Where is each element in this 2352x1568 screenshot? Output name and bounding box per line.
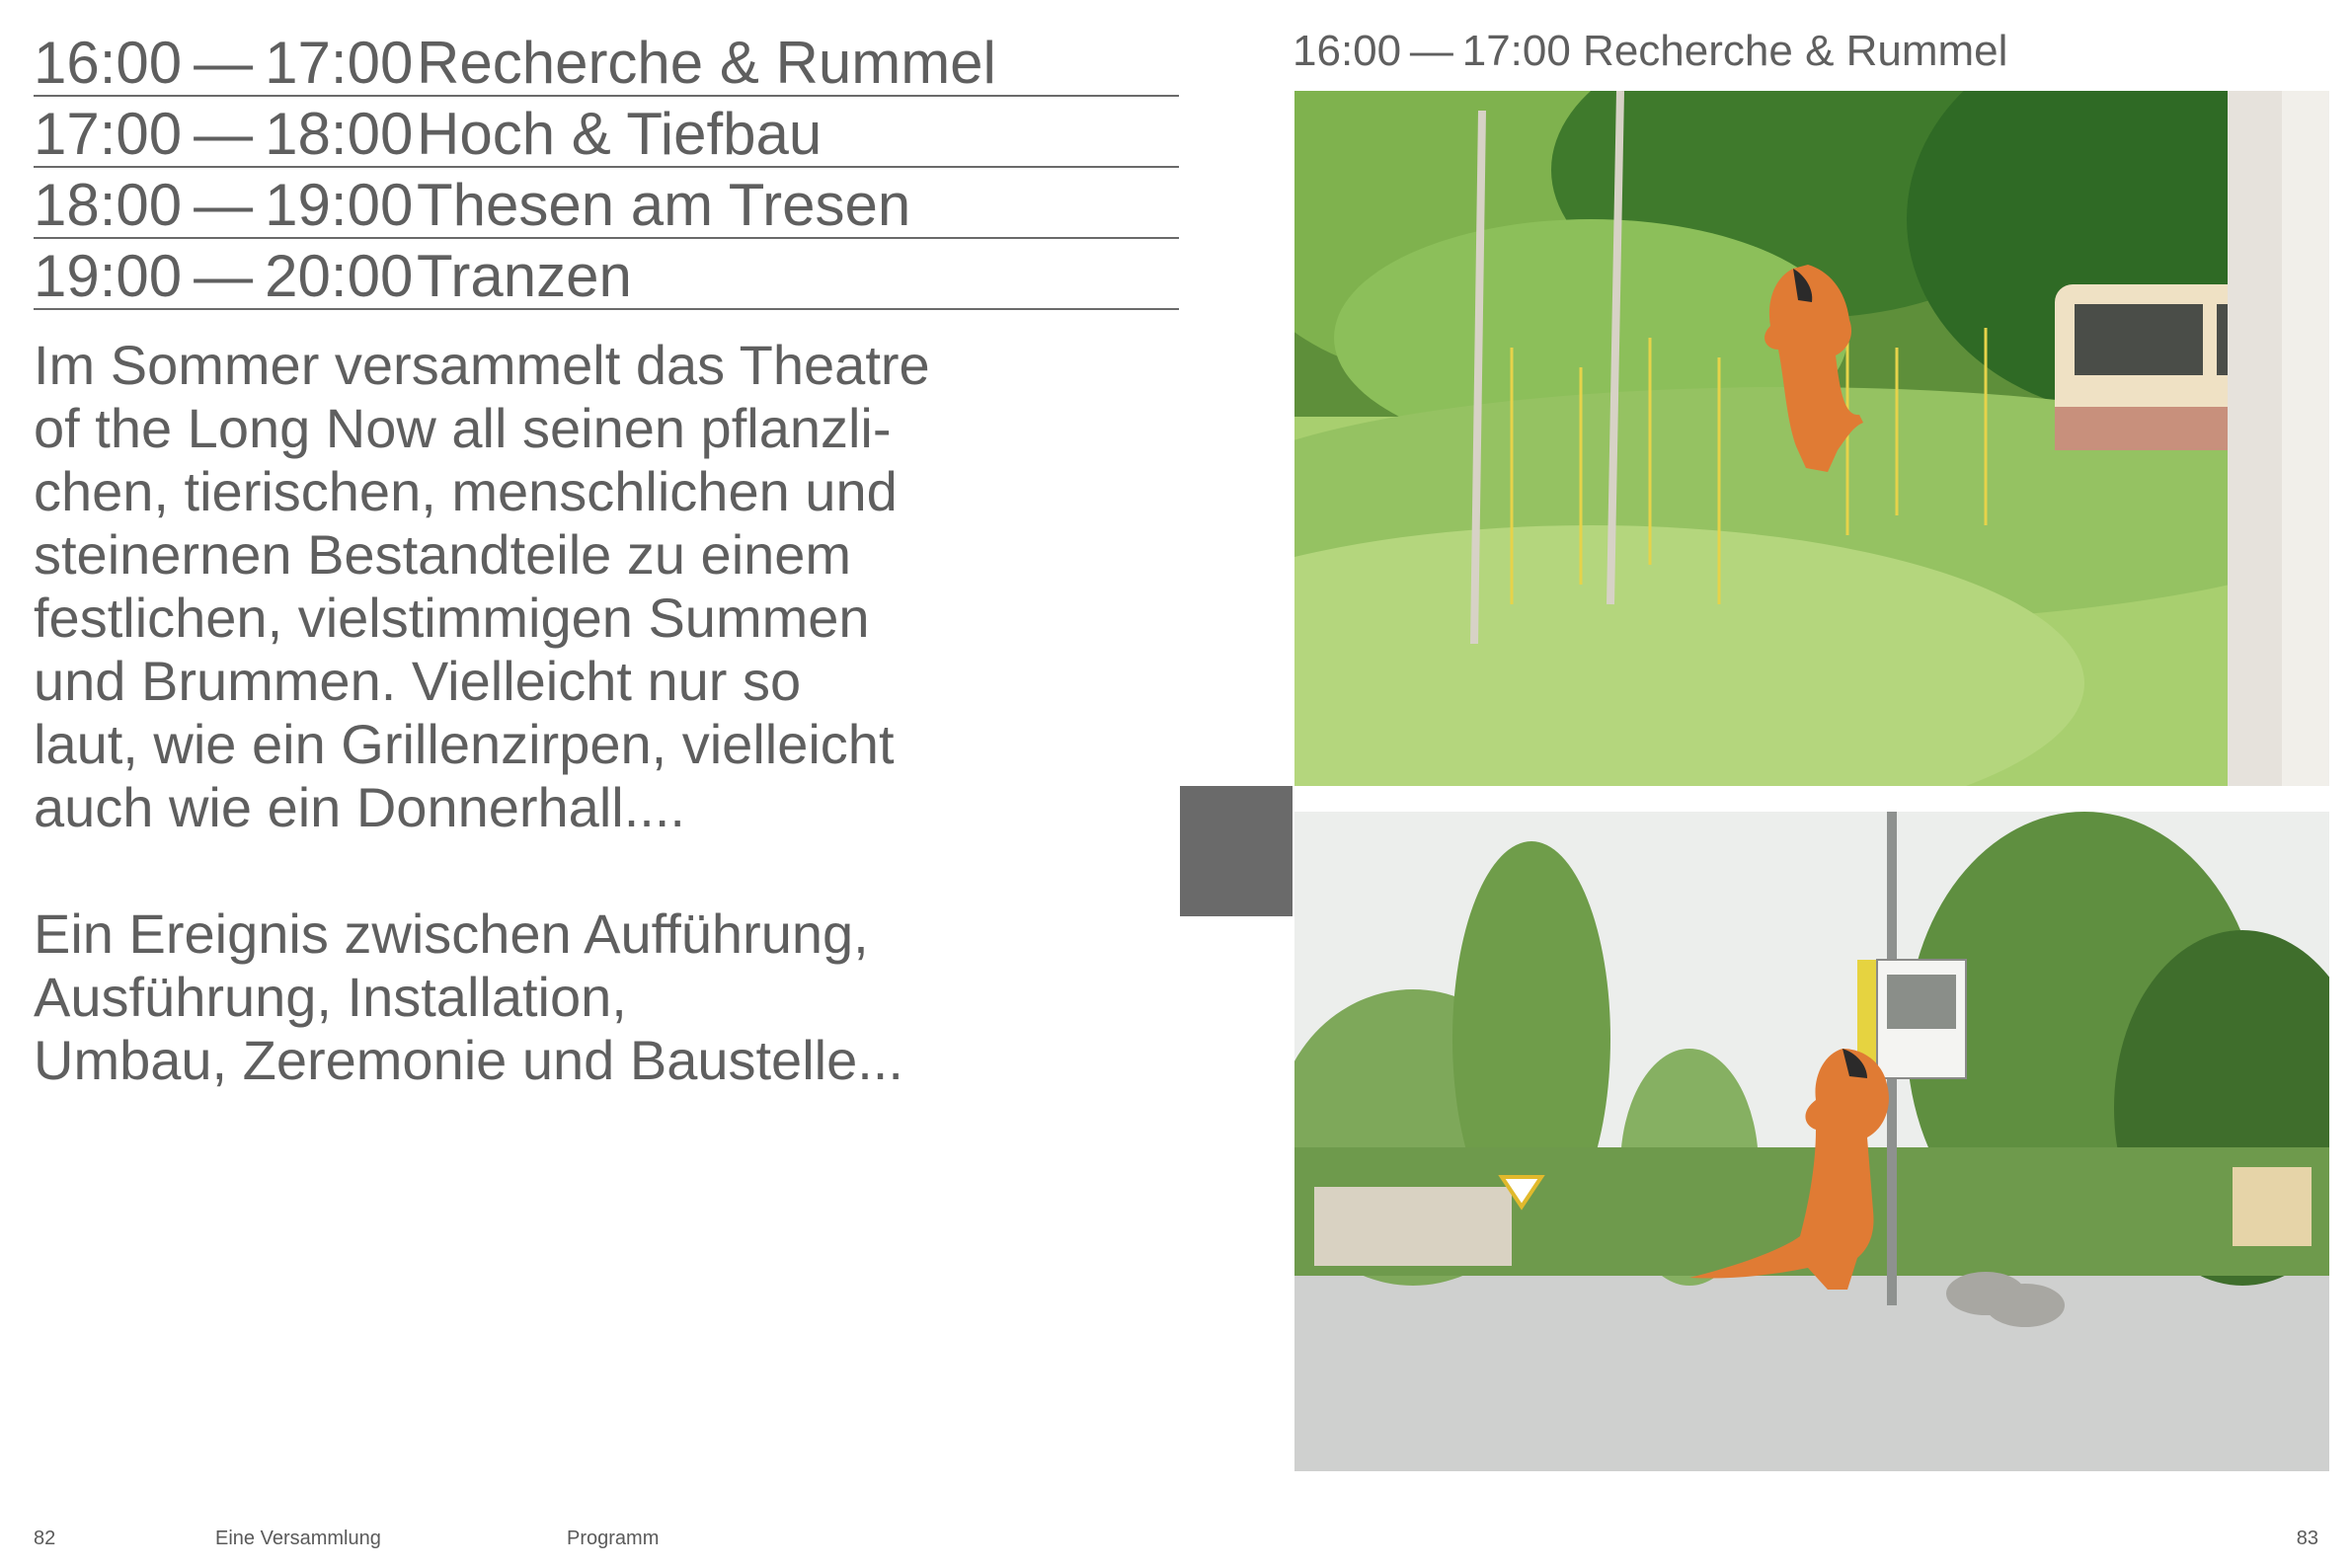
schedule-time: 17:00 — 18:00 (34, 101, 414, 167)
schedule-row (34, 168, 1179, 239)
photo-caption: 16:00 — 17:00 Recherche & Rummel (1293, 27, 2008, 75)
footer-right-page-number: 83 (2296, 1528, 2318, 1549)
schedule-time: 18:00 — 19:00 (34, 172, 414, 238)
body-paragraph-1: Im Sommer versammelt das Theatre of the Long Now all seinen pflanzli- chen, tierischen, menschlichen und steinernen Bestandteile zu einem festlichen, vielstimmigen Summen und Brummen. Vielleicht nur so laut, wie ein Grillenzirpen, vielleicht auch wie ein Donnerhall.... (34, 334, 930, 838)
photo-meadow-dinosaur (1294, 91, 2329, 786)
footer-left-page-number: 82 (34, 1528, 56, 1549)
body-text (34, 334, 1139, 1155)
gray-block (1180, 786, 1293, 916)
schedule-time: 16:00 — 17:00 (34, 30, 414, 96)
schedule-title: Tranzen (417, 243, 632, 309)
photo-street-dinosaur (1294, 812, 2329, 1471)
schedule-row (34, 26, 1179, 97)
schedule-title: Thesen am Tresen (417, 172, 911, 238)
schedule-title: Hoch & Tiefbau (417, 101, 823, 167)
footer-chapter-title: Programm (567, 1528, 660, 1549)
schedule-row (34, 239, 1179, 310)
schedule-row (34, 97, 1179, 168)
schedule-title: Recherche & Rummel (417, 30, 996, 96)
body-paragraph-2: Ein Ereignis zwischen Aufführung, Ausführung, Installation, Umbau, Zeremonie und Baustelle... (34, 902, 903, 1091)
schedule-list (34, 26, 1179, 310)
schedule-time: 19:00 — 20:00 (34, 243, 414, 309)
footer-section-title: Eine Versammlung (215, 1528, 381, 1549)
